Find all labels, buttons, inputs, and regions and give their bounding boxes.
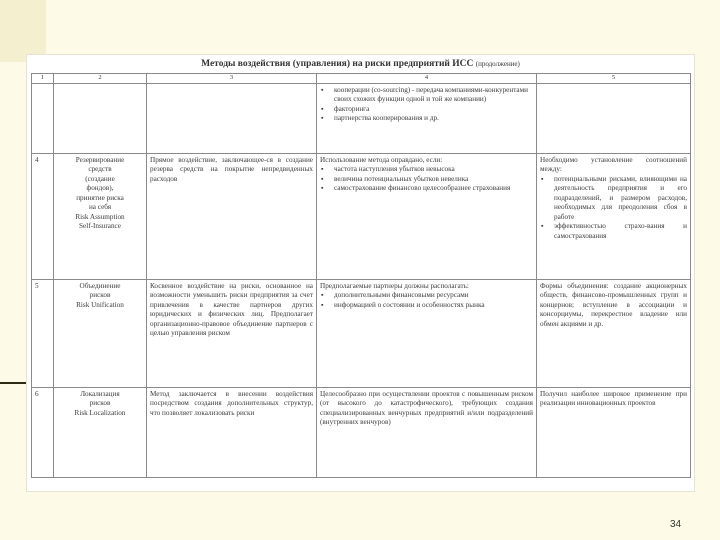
conditions-list	[320, 291, 533, 310]
description-cell: Метод заключается в внесении воздействия посредством создания дополнительных структур, что позволяет локализовать риски	[147, 387, 317, 477]
scanned-table-image	[27, 55, 694, 491]
table-row	[32, 387, 691, 477]
slide-corner-block	[0, 0, 46, 62]
method-cell	[54, 279, 147, 387]
table-title	[27, 59, 694, 69]
row-number: 5	[32, 279, 54, 387]
method-line: Self-Insurance	[79, 222, 121, 231]
method-line: Risk Assumption	[75, 212, 125, 221]
risk-methods-table	[31, 73, 691, 478]
method-cell	[54, 387, 147, 477]
method-cell	[54, 83, 147, 153]
list-item: ▪ кооперации (co-sourcing) - передача компаниями-конкурентами своих схожих функции одной и той же компании)	[330, 86, 533, 105]
list-item: ▪ потенциальными рисками, влияющими на деятельность предприятия и его подразделений, и размером расходов, необходимых для преодоления сбоя в работе	[550, 175, 687, 223]
table-title-suffix: (продолжение)	[475, 60, 520, 68]
conditions-cell	[317, 153, 537, 279]
method-line: Резервирование	[75, 155, 125, 164]
conditions-list	[320, 165, 533, 194]
col-number: 1	[32, 74, 54, 84]
notes-list	[540, 175, 687, 242]
conditions-cell	[317, 279, 537, 387]
method-line: рисков	[89, 399, 111, 408]
list-item: ▪ факторинга	[330, 105, 533, 115]
description-cell: Прямое воздействие, заключающее-ся в создание резерва средств на покрытие непредвиденных расходов	[147, 153, 317, 279]
method-line: Risk Localization	[74, 408, 126, 417]
list-item: ▪ самострахование финансово целесообразнее страхования	[330, 184, 533, 194]
row-number: 6	[32, 387, 54, 477]
conditions-list	[320, 86, 533, 124]
list-item: ▪ величина потенциальных убытков невелика	[330, 175, 533, 185]
method-line: рисков	[89, 291, 111, 300]
method-line: фондов),	[86, 184, 114, 193]
notes-cell	[537, 83, 691, 153]
notes-cell: Получил наиболее широкое применение при реализации инновационных проектов	[537, 387, 691, 477]
col-number: 2	[54, 74, 147, 84]
table-title-text: Методы воздействия (управления) на риски предприятий ИСС	[201, 59, 474, 69]
description-cell: Косвенное воздействие на риски, основанное на возможности уменьшить риски предприятия за счет привлечения в качестве партнеров других юридических и физических лиц. Предполагает организационно-правовое объединение партнеров с целью управления риском	[147, 279, 317, 387]
notes-intro: Необходимо установление соотношений между:	[540, 155, 687, 174]
list-item: ▪ частота наступления убытков невысока	[330, 165, 533, 175]
method-line: принятие риска	[76, 193, 124, 202]
notes-cell: Формы объединения: создание акционерных обществ, финансово-промышленных групп и концернов; вступление в ассоциации и консорциумы, перекрестное владение или обмен акциями и др.	[537, 279, 691, 387]
column-number-row	[32, 74, 691, 84]
row-number	[32, 83, 54, 153]
method-line: средств	[88, 165, 112, 174]
table-row	[32, 153, 691, 279]
method-line: на себя	[88, 203, 112, 212]
notes-cell	[537, 153, 691, 279]
method-cell	[54, 153, 147, 279]
conditions-cell: Целесообразно при осуществлении проектов с повышенным риском (от высокого до катастрофического), требующих создания специализированных венчурных предприятий и/или подразделений (внутренних венчуров)	[317, 387, 537, 477]
table-row	[32, 279, 691, 387]
list-item: ▪ дополнительными финансовыми ресурсами	[330, 291, 533, 301]
col-number: 5	[537, 74, 691, 84]
method-line: Локализация	[80, 389, 120, 398]
list-item: ▪ информацией о состоянии и особенностях рынка	[330, 301, 533, 311]
col-number: 4	[317, 74, 537, 84]
method-line: (создание	[85, 174, 115, 183]
conditions-cell	[317, 83, 537, 153]
conditions-intro: Использование метода оправдано, если:	[320, 155, 443, 164]
list-item: ▪ эффективностью страхо-вания и самострахования	[550, 222, 687, 241]
method-line: Объединение	[79, 281, 121, 290]
table-row	[32, 83, 691, 153]
method-line: Risk Unification	[76, 300, 124, 309]
description-cell	[147, 83, 317, 153]
list-item: ▪ партнерства кооперирования и др.	[330, 114, 533, 124]
col-number: 3	[147, 74, 317, 84]
row-number: 4	[32, 153, 54, 279]
page-number: 34	[670, 519, 682, 530]
conditions-intro: Предполагаемые партнеры должны располагать:	[320, 281, 469, 290]
